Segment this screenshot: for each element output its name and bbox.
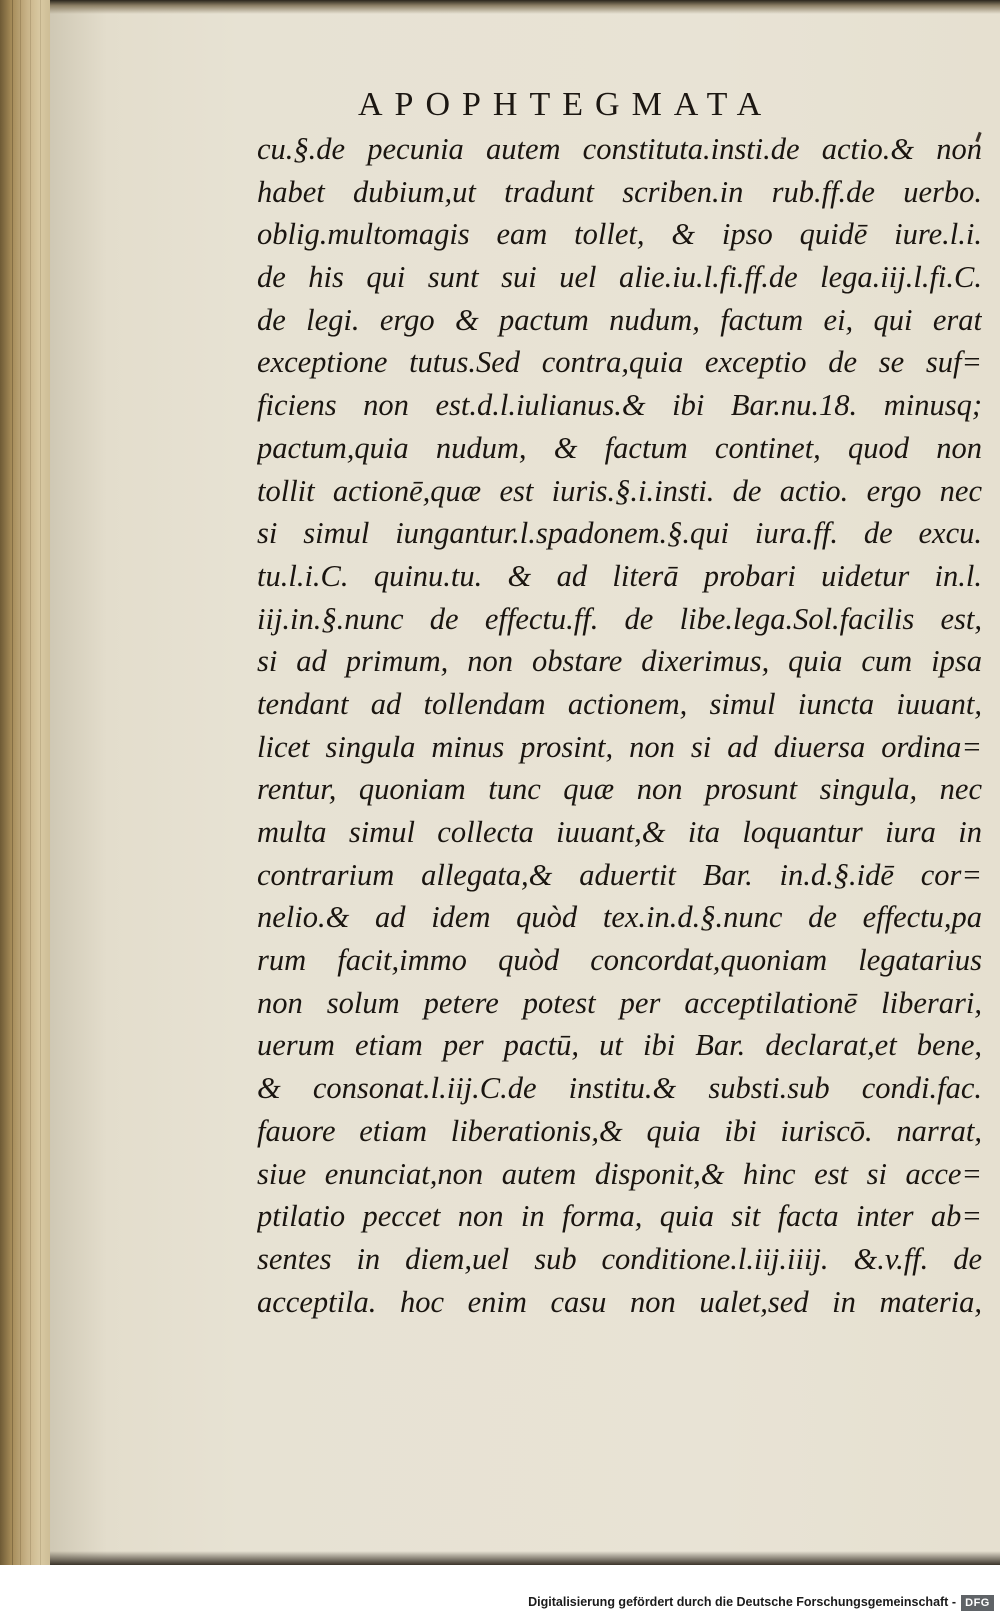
text-line: cu.§.de pecunia autem constituta.insti.de actio.& non [257, 132, 982, 166]
running-head: APOPHTEGMATA [358, 86, 774, 123]
text-line: fauore etiam liberationis,& quia ibi iuriscō. narrat, [257, 1113, 982, 1148]
text-line: si simul iungantur.l.spadonem.§.qui iura.ff. de excu. [257, 516, 982, 551]
text-line: habet dubium,ut tradunt scriben.in rub.ff.de uerbo. [257, 174, 982, 209]
text-line: contrarium allegata,& aduertit Bar. in.d.§.idē cor= [257, 857, 982, 892]
text-line: tollit actionē,quæ est iuris.§.i.insti. de actio. ergo nec [257, 473, 982, 508]
text-line: oblig.multomagis eam tollet, & ipso quidē iure.l.i. [257, 217, 982, 252]
body-text [257, 128, 982, 1323]
text-line: siue enunciat,non autem disponit,& hinc est si acce= [257, 1156, 982, 1191]
text-line: ficiens non est.d.l.iulianus.& ibi Bar.nu.18. minusq; [257, 388, 982, 423]
text-line: licet singula minus prosint, non si ad diuersa ordina= [257, 729, 982, 764]
text-line: de his qui sunt sui uel alie.iu.l.fi.ff.de lega.iij.l.fi.C. [257, 260, 982, 295]
text-line: sentes in diem,uel sub conditione.l.iij.iiij. &.v.ff. de [257, 1241, 982, 1276]
text-line: tu.l.i.C. quinu.tu. & ad literā probari uidetur in.l. [257, 558, 982, 593]
text-line: pactum,quia nudum, & factum continet, quod non [257, 430, 982, 465]
text-line: iij.in.§.nunc de effectu.ff. de libe.lega.Sol.facilis est, [257, 601, 982, 636]
text-line: rentur, quoniam tunc quæ non prosunt singula, nec [257, 772, 982, 807]
page-edge-gilt [0, 0, 50, 1565]
text-line: uerum etiam per pactū, ut ibi Bar. declarat,et bene, [257, 1028, 982, 1063]
funding-credit: Digitalisierung gefördert durch die Deutsche Forschungsgemeinschaft - [528, 1595, 956, 1609]
text-line: de legi. ergo & pactum nudum, factum ei, qui erat [257, 302, 982, 337]
text-line: ptilatio peccet non in forma, quia sit facta inter ab= [257, 1199, 982, 1234]
text-line: multa simul collecta iuuant,& ita loquantur iura in [257, 815, 982, 849]
text-line: nelio.& ad idem quòd tex.in.d.§.nunc de effectu,pa [257, 900, 982, 935]
page-sheet [50, 0, 1000, 1565]
digitization-footer [0, 1565, 1000, 1615]
text-line: rum facit,immo quòd concordat,quoniam legatarius [257, 943, 982, 978]
text-line: tendant ad tollendam actionem, simul iuncta iuuant, [257, 686, 982, 721]
text-line: si ad primum, non obstare dixerimus, quia cum ipsa [257, 644, 982, 679]
dfg-logo: DFG [961, 1595, 994, 1611]
text-line: exceptione tutus.Sed contra,quia exceptio de se suf= [257, 345, 982, 380]
text-line: non solum petere potest per acceptilationē liberari, [257, 985, 982, 1020]
text-line: acceptila. hoc enim casu non ualet,sed in materia, [257, 1284, 982, 1319]
text-line: & consonat.l.iij.C.de institu.& substi.sub condi.fac. [257, 1071, 982, 1106]
